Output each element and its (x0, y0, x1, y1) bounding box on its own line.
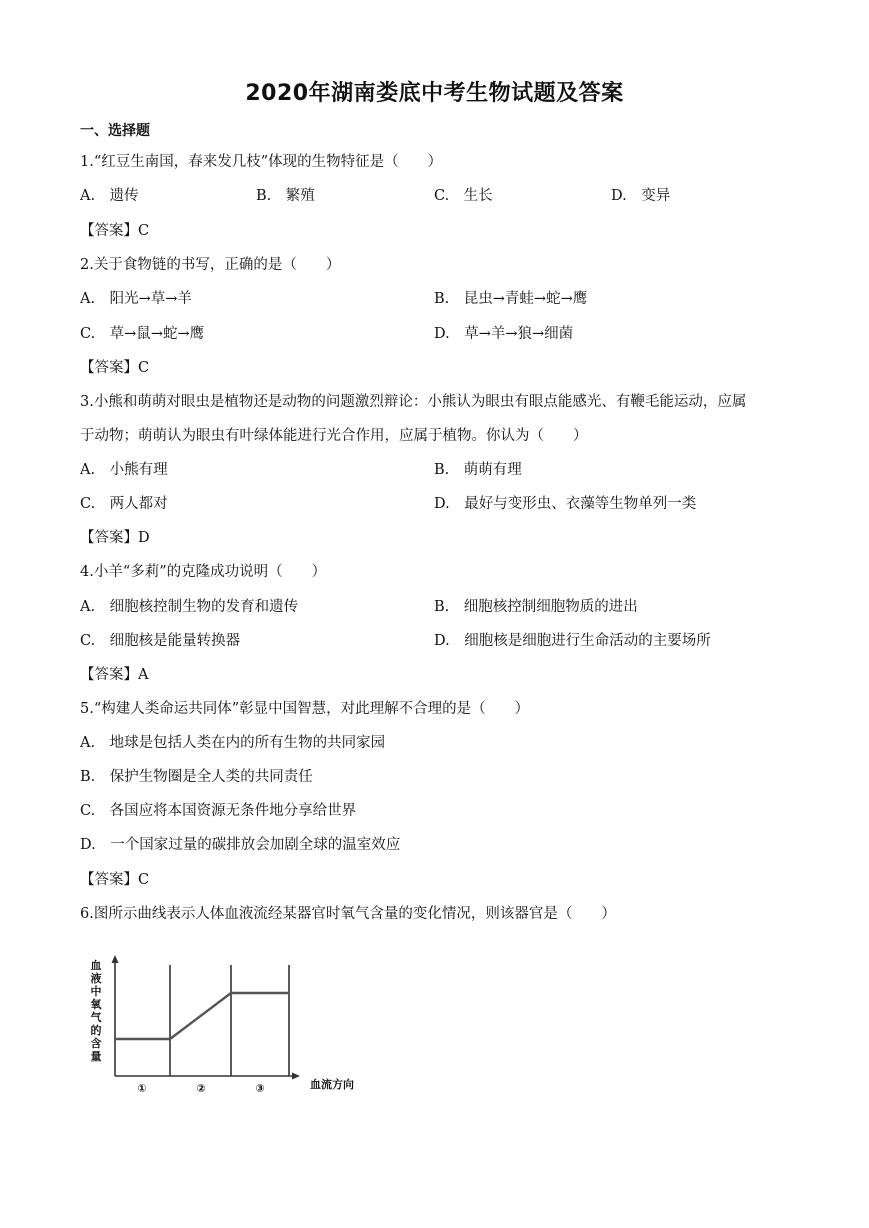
ylabel-char: 量 (90, 1050, 102, 1063)
q1-option-a: A. 遗传 (80, 188, 139, 204)
question-3-stem-line1: 3.小熊和萌萌对眼虫是植物还是动物的问题激烈辩论：小熊认为眼虫有眼点能感光、有鞭毛能运动，应属 (80, 394, 747, 410)
region-label-1: ① (137, 1082, 147, 1095)
ylabel-char: 氧 (90, 998, 102, 1011)
ylabel-char: 的 (90, 1024, 102, 1037)
q3-answer: 【答案】D (80, 530, 150, 546)
q1-option-d: D. 变异 (611, 188, 671, 204)
q1-answer: 【答案】C (80, 223, 150, 239)
q5-option-c: C. 各国应将本国资源无条件地分享给世界 (80, 803, 357, 819)
x-axis-arrow (292, 1073, 300, 1080)
q4-option-c: C. 细胞核是能量转换器 (80, 633, 241, 649)
figure-xlabel: 血流方向 (310, 1078, 354, 1091)
q3-option-d: D. 最好与变形虫、衣藻等生物单列一类 (434, 496, 697, 512)
oxygen-curve (115, 993, 289, 1039)
question-3-stem-line2: 于动物；萌萌认为眼虫有叶绿体能进行光合作用，应属于植物。你认为（ ） (80, 428, 588, 444)
q5-option-b: B. 保护生物圈是全人类的共同责任 (80, 769, 313, 785)
q3-option-a: A. 小熊有理 (80, 462, 168, 478)
region-label-3: ③ (255, 1082, 265, 1095)
region-label-2: ② (196, 1082, 206, 1095)
y-axis-arrow (112, 955, 119, 963)
q2-option-a: A. 阳光→草→羊 (80, 291, 192, 307)
q5-option-d: D. 一个国家过量的碳排放会加剧全球的温室效应 (80, 837, 401, 853)
q2-answer: 【答案】C (80, 360, 150, 376)
ylabel-char: 气 (90, 1011, 102, 1024)
q2-option-b: B. 昆虫→青蛙→蛇→鹰 (434, 291, 588, 307)
question-1-stem: 1.“红豆生南国，春来发几枝”体现的生物特征是（ ） (80, 154, 443, 170)
q5-answer: 【答案】C (80, 872, 150, 888)
question-5-stem: 5.“构建人类命运共同体”彰显中国智慧，对此理解不合理的是（ ） (80, 701, 530, 717)
question-6-stem: 6.图所示曲线表示人体血液流经某器官时氧气含量的变化情况，则该器官是（ ） (80, 906, 616, 922)
question-2-stem: 2.关于食物链的书写，正确的是（ ） (80, 257, 341, 273)
figure-ylabel (91, 958, 103, 1063)
q4-option-b: B. 细胞核控制细胞物质的进出 (434, 599, 638, 615)
q2-option-d: D. 草→羊→狼→细菌 (434, 326, 574, 342)
q1-option-c: C. 生长 (434, 188, 493, 204)
question-4-stem: 4.小羊“多莉”的克隆成功说明（ ） (80, 564, 327, 580)
ylabel-char: 血 (90, 959, 102, 972)
q4-answer: 【答案】A (80, 667, 149, 683)
oxygen-content-figure (86, 955, 376, 1100)
q5-option-a: A. 地球是包括人类在内的所有生物的共同家园 (80, 735, 386, 751)
q2-option-c: C. 草→鼠→蛇→鹰 (80, 326, 205, 342)
page-title: 2020年湖南娄底中考生物试题及答案 (245, 81, 624, 106)
section-heading: 一、选择题 (80, 123, 150, 139)
q3-option-c: C. 两人都对 (80, 496, 168, 512)
q4-option-a: A. 细胞核控制生物的发育和遗传 (80, 599, 299, 615)
q4-option-d: D. 细胞核是细胞进行生命活动的主要场所 (434, 633, 711, 649)
q3-option-b: B. 萌萌有理 (434, 462, 522, 478)
ylabel-char: 含 (90, 1037, 102, 1050)
ylabel-char: 液 (90, 972, 102, 985)
q1-option-b: B. 繁殖 (256, 188, 315, 204)
ylabel-char: 中 (90, 985, 102, 998)
